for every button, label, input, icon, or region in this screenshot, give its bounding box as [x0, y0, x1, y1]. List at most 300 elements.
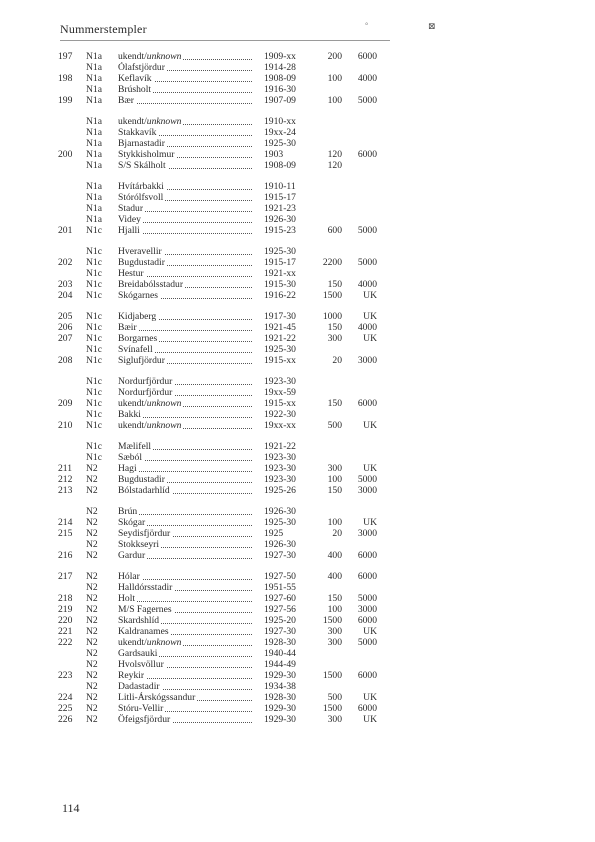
- table-row: [0, 582, 595, 593]
- catalog-number: 199: [58, 95, 73, 106]
- table-row: [0, 703, 595, 714]
- place-name: Öfeigsfjördur: [118, 714, 171, 725]
- years-used: 1926-30: [264, 539, 296, 550]
- table-row: [0, 441, 595, 452]
- price-on-cover: UK: [363, 311, 377, 322]
- years-used: 1929-30: [264, 714, 296, 725]
- place-name-cell: [118, 192, 254, 203]
- dot-leader: [118, 102, 252, 104]
- catalog-number: 210: [58, 420, 73, 431]
- place-name: Stórólfsvoll: [118, 192, 164, 203]
- catalog-number: 225: [58, 703, 73, 714]
- price-on-cover: 6000: [357, 615, 377, 626]
- stamp-type: N2: [86, 571, 98, 582]
- price-on-cover: UK: [363, 463, 377, 474]
- stamp-type: N1c: [86, 268, 102, 279]
- stamp-type: N1a: [86, 62, 102, 73]
- place-name: Hjalli: [118, 225, 140, 236]
- place-name-cell: [118, 62, 254, 73]
- table-row: [0, 692, 595, 703]
- catalog-number: 212: [58, 474, 73, 485]
- place-name: S/S Skálholt: [118, 160, 166, 171]
- place-name: Hagi: [118, 463, 137, 474]
- place-name-cell: [118, 571, 254, 582]
- price-on-cover: UK: [363, 290, 377, 301]
- price-on-cover: 3000: [357, 604, 377, 615]
- price-on-cover: UK: [363, 626, 377, 637]
- place-name-wrap: [118, 571, 142, 582]
- price-on-cover: 5000: [357, 225, 377, 236]
- place-name: Nordurfjördur: [118, 387, 173, 398]
- place-name: Hestur: [118, 268, 144, 279]
- catalog-number: 223: [58, 670, 73, 681]
- price-on-piece: 300: [327, 463, 342, 474]
- stamp-type: N2: [86, 485, 98, 496]
- stamp-type: N1c: [86, 333, 102, 344]
- place-name-wrap: [118, 73, 154, 84]
- place-name-wrap: [118, 225, 142, 236]
- catalog-number: 205: [58, 311, 73, 322]
- catalog-number: 204: [58, 290, 73, 301]
- place-name: Borgarnes: [118, 333, 158, 344]
- years-used: 1908-09: [264, 160, 296, 171]
- place-name: Ólafstjördur: [118, 62, 165, 73]
- place-name: Brúsholt: [118, 84, 152, 95]
- years-used: 1907-09: [264, 95, 296, 106]
- years-used: 1927-30: [264, 626, 296, 637]
- place-name: Seydisfjördur: [118, 528, 171, 539]
- price-on-piece: 150: [327, 593, 342, 604]
- catalog-number: 203: [58, 279, 73, 290]
- price-on-cover: 5000: [357, 637, 377, 648]
- place-name-cell: [118, 615, 254, 626]
- table-row: [0, 322, 595, 333]
- price-on-cover: 6000: [357, 550, 377, 561]
- stamp-type: N1c: [86, 246, 102, 257]
- years-used: 1927-56: [264, 604, 296, 615]
- years-used: 1921-23: [264, 203, 296, 214]
- table-row: [0, 550, 595, 561]
- years-used: 19xx-24: [264, 127, 296, 138]
- place-name-wrap: [118, 279, 185, 290]
- place-name-wrap: [118, 582, 174, 593]
- place-name-wrap: [118, 703, 165, 714]
- place-name-wrap: [118, 463, 139, 474]
- place-name: Bólstadarhlíd: [118, 485, 170, 496]
- price-on-cover: UK: [363, 517, 377, 528]
- place-name-italic: unknown: [146, 420, 182, 431]
- catalog-number: 226: [58, 714, 73, 725]
- years-used: 1910-xx: [264, 116, 296, 127]
- stamp-type: N1c: [86, 376, 102, 387]
- years-used: 1926-30: [264, 214, 296, 225]
- place-name-wrap: [118, 550, 147, 561]
- years-used: 1910-11: [264, 181, 296, 192]
- place-name: M/S Fagernes: [118, 604, 172, 615]
- price-on-piece: 20: [332, 528, 342, 539]
- place-name-cell: [118, 138, 254, 149]
- table-row: [0, 485, 595, 496]
- place-name: Bæir: [118, 322, 137, 333]
- table-row: [0, 615, 595, 626]
- table-row: [0, 268, 595, 279]
- years-used: 1925-30: [264, 517, 296, 528]
- price-on-cover: 3000: [357, 528, 377, 539]
- price-on-piece: 100: [327, 517, 342, 528]
- place-name-cell: [118, 452, 254, 463]
- place-name-wrap: [118, 62, 167, 73]
- stamp-type: N2: [86, 463, 98, 474]
- price-on-cover: 6000: [357, 670, 377, 681]
- stamp-type: N2: [86, 506, 98, 517]
- price-on-cover: UK: [363, 692, 377, 703]
- price-on-piece: 1500: [322, 670, 342, 681]
- price-on-cover: 3000: [357, 355, 377, 366]
- price-on-piece: 2200: [322, 257, 342, 268]
- table-row: [0, 279, 595, 290]
- place-name: Nordurfjördur: [118, 376, 173, 387]
- place-name: Bugdustadir: [118, 474, 165, 485]
- table-row: [0, 127, 595, 138]
- place-name-cell: [118, 203, 254, 214]
- price-on-cover: 4000: [357, 279, 377, 290]
- catalog-number: 215: [58, 528, 73, 539]
- place-name-wrap: [118, 398, 183, 409]
- place-name: ukendt/: [118, 398, 147, 409]
- place-name-cell: [118, 659, 254, 670]
- dot-leader: [118, 600, 252, 602]
- years-used: 1929-30: [264, 670, 296, 681]
- table-row: [0, 626, 595, 637]
- table-row: [0, 138, 595, 149]
- place-name-wrap: [118, 84, 153, 95]
- place-name: Holt: [118, 593, 136, 604]
- price-on-piece: 500: [327, 420, 342, 431]
- stamp-type: N1c: [86, 355, 102, 366]
- stamp-type: N1c: [86, 279, 102, 290]
- table-row: [0, 463, 595, 474]
- place-name-cell: [118, 149, 254, 160]
- place-name-wrap: [118, 149, 177, 160]
- table-row: [0, 670, 595, 681]
- years-used: 1915-xx: [264, 355, 296, 366]
- place-name-wrap: [118, 506, 139, 517]
- place-name-cell: [118, 214, 254, 225]
- place-name: ukendt/: [118, 420, 147, 431]
- catalog-number: 222: [58, 637, 73, 648]
- place-name: Hvítárbakki: [118, 181, 164, 192]
- place-name-wrap: [118, 409, 143, 420]
- years-used: 1916-22: [264, 290, 296, 301]
- place-name-cell: [118, 257, 254, 268]
- place-name-cell: [118, 225, 254, 236]
- place-name-cell: [118, 84, 254, 95]
- stamp-type: N2: [86, 615, 98, 626]
- years-used: 1925-20: [264, 615, 296, 626]
- place-name-wrap: [118, 127, 158, 138]
- price-on-cover: 5000: [357, 95, 377, 106]
- stamp-type: N2: [86, 703, 98, 714]
- table-row: [0, 637, 595, 648]
- place-name-cell: [118, 355, 254, 366]
- price-on-cover: 6000: [357, 571, 377, 582]
- place-name: Kaldranames: [118, 626, 169, 637]
- stamp-type: N2: [86, 582, 98, 593]
- catalog-number: 220: [58, 615, 73, 626]
- place-name-wrap: [118, 203, 145, 214]
- years-used: 1916-30: [264, 84, 296, 95]
- years-used: 1925: [264, 528, 284, 539]
- catalog-number: 218: [58, 593, 73, 604]
- stamp-type: N1c: [86, 409, 102, 420]
- table-row: [0, 474, 595, 485]
- place-name-cell: [118, 73, 254, 84]
- table-row: [0, 95, 595, 106]
- years-used: 1923-30: [264, 474, 296, 485]
- place-name-cell: [118, 604, 254, 615]
- years-used: 1921-45: [264, 322, 296, 333]
- price-on-piece: 100: [327, 604, 342, 615]
- place-name-wrap: [118, 474, 167, 485]
- stamp-type: N1c: [86, 452, 102, 463]
- place-name-cell: [118, 51, 254, 62]
- price-on-piece: 200: [327, 51, 342, 62]
- stamp-type: N1c: [86, 441, 102, 452]
- price-on-piece: 1500: [322, 703, 342, 714]
- table-row: [0, 149, 595, 160]
- table-row: [0, 387, 595, 398]
- place-name-cell: [118, 398, 254, 409]
- years-used: 1929-30: [264, 703, 296, 714]
- place-name: Videy: [118, 214, 141, 225]
- stamp-type: N1a: [86, 116, 102, 127]
- catalog-number: 206: [58, 322, 73, 333]
- catalog-number: 207: [58, 333, 73, 344]
- place-name-cell: [118, 268, 254, 279]
- place-name-cell: [118, 333, 254, 344]
- place-name: Hvolsvöllur: [118, 659, 164, 670]
- table-row: [0, 398, 595, 409]
- price-on-cover: 3000: [357, 485, 377, 496]
- place-name: ukendt/: [118, 116, 147, 127]
- years-used: 1915-30: [264, 279, 296, 290]
- price-on-cover: UK: [363, 714, 377, 725]
- place-name-wrap: [118, 670, 146, 681]
- place-name-wrap: [118, 539, 161, 550]
- place-name-wrap: [118, 51, 183, 62]
- place-name-cell: [118, 409, 254, 420]
- stamp-type: N2: [86, 670, 98, 681]
- place-name: Mælifell: [118, 441, 152, 452]
- place-name-wrap: [118, 257, 167, 268]
- years-used: 1927-30: [264, 550, 296, 561]
- table-row: [0, 355, 595, 366]
- years-used: 1923-30: [264, 376, 296, 387]
- place-name-cell: [118, 670, 254, 681]
- place-name-cell: [118, 637, 254, 648]
- stamp-type: N2: [86, 681, 98, 692]
- place-name-cell: [118, 246, 254, 257]
- price-on-piece: 400: [327, 550, 342, 561]
- place-name-cell: [118, 420, 254, 431]
- place-name-cell: [118, 506, 254, 517]
- stamp-type: N1c: [86, 387, 102, 398]
- place-name-wrap: [118, 246, 164, 257]
- table-row: [0, 539, 595, 550]
- stamp-type: N1a: [86, 73, 102, 84]
- table-row: [0, 517, 595, 528]
- stamp-type: N2: [86, 637, 98, 648]
- place-name-cell: [118, 692, 254, 703]
- years-used: 1951-55: [264, 582, 296, 593]
- place-name: Dadastadir: [118, 681, 160, 692]
- table-row: [0, 214, 595, 225]
- place-name-cell: [118, 95, 254, 106]
- stamp-type: N2: [86, 692, 98, 703]
- place-name-cell: [118, 582, 254, 593]
- price-on-piece: 100: [327, 474, 342, 485]
- place-name: Gardsauki: [118, 648, 158, 659]
- place-name-cell: [118, 311, 254, 322]
- place-name-cell: [118, 160, 254, 171]
- years-used: 1915-17: [264, 192, 296, 203]
- table-row: [0, 344, 595, 355]
- stamp-type: N1a: [86, 149, 102, 160]
- catalog-number: 208: [58, 355, 73, 366]
- stamp-type: N1a: [86, 84, 102, 95]
- catalog-number: 198: [58, 73, 73, 84]
- place-name-cell: [118, 116, 254, 127]
- price-on-cover: 6000: [357, 703, 377, 714]
- header-degree-mark: °: [365, 21, 369, 30]
- place-name: Skógarnes: [118, 290, 158, 301]
- catalog-number: 214: [58, 517, 73, 528]
- place-name: Reykir: [118, 670, 145, 681]
- price-on-piece: 100: [327, 73, 342, 84]
- stamp-type: N1a: [86, 203, 102, 214]
- place-name: Bugdustadir: [118, 257, 165, 268]
- place-name-wrap: [118, 181, 166, 192]
- price-on-piece: 150: [327, 322, 342, 333]
- place-name-cell: [118, 181, 254, 192]
- years-used: 1917-30: [264, 311, 296, 322]
- place-name: Breidabólsstadur: [118, 279, 184, 290]
- stamp-type: N2: [86, 550, 98, 561]
- stamp-type: N1a: [86, 138, 102, 149]
- place-name-wrap: [118, 116, 183, 127]
- stamp-type: N1a: [86, 95, 102, 106]
- place-name: Kidjaberg: [118, 311, 157, 322]
- place-name-cell: [118, 290, 254, 301]
- header-boxed-x-mark: ⊠: [428, 21, 436, 31]
- stamp-type: N2: [86, 604, 98, 615]
- place-name: Stadur: [118, 203, 144, 214]
- years-used: 19xx-59: [264, 387, 296, 398]
- place-name-italic: unknown: [146, 637, 182, 648]
- place-name: Brún: [118, 506, 138, 517]
- price-on-cover: 6000: [357, 51, 377, 62]
- years-used: 19xx-xx: [264, 420, 296, 431]
- table-row: [0, 409, 595, 420]
- table-row: [0, 181, 595, 192]
- table-row: [0, 73, 595, 84]
- years-used: 1927-50: [264, 571, 296, 582]
- price-on-piece: 500: [327, 692, 342, 703]
- place-name-wrap: [118, 692, 197, 703]
- price-on-cover: 5000: [357, 593, 377, 604]
- place-name-cell: [118, 648, 254, 659]
- stamp-type: N1a: [86, 51, 102, 62]
- place-name-wrap: [118, 604, 174, 615]
- catalog-number: 219: [58, 604, 73, 615]
- stamp-type: N2: [86, 593, 98, 604]
- years-used: 1915-23: [264, 225, 296, 236]
- place-name-cell: [118, 376, 254, 387]
- stamp-type: N1a: [86, 127, 102, 138]
- place-name-wrap: [118, 615, 161, 626]
- place-name-wrap: [118, 333, 159, 344]
- years-used: 1925-30: [264, 344, 296, 355]
- years-used: 1925-26: [264, 485, 296, 496]
- table-row: [0, 333, 595, 344]
- years-used: 1914-28: [264, 62, 296, 73]
- stamp-type: N2: [86, 648, 98, 659]
- place-name-wrap: [118, 659, 166, 670]
- place-name-cell: [118, 279, 254, 290]
- years-used: 1928-30: [264, 692, 296, 703]
- place-name-wrap: [118, 311, 158, 322]
- price-on-cover: 5000: [357, 257, 377, 268]
- years-used: 1934-38: [264, 681, 296, 692]
- table-row: [0, 84, 595, 95]
- place-name: ukendt/: [118, 637, 147, 648]
- stamp-type: N1c: [86, 398, 102, 409]
- catalog-number: 202: [58, 257, 73, 268]
- table-row: [0, 257, 595, 268]
- price-on-piece: 150: [327, 398, 342, 409]
- catalog-number: 213: [58, 485, 73, 496]
- place-name: Stykkisholmur: [118, 149, 175, 160]
- years-used: 1926-30: [264, 506, 296, 517]
- catalog-number: 200: [58, 149, 73, 160]
- years-used: 1921-xx: [264, 268, 296, 279]
- place-name: Bær: [118, 95, 134, 106]
- place-name: Bjarnastadir: [118, 138, 165, 149]
- years-used: 1908-09: [264, 73, 296, 84]
- years-used: 1921-22: [264, 333, 296, 344]
- stamp-type: N2: [86, 474, 98, 485]
- table-row: [0, 116, 595, 127]
- table-row: [0, 452, 595, 463]
- price-on-piece: 600: [327, 225, 342, 236]
- price-on-cover: 4000: [357, 73, 377, 84]
- catalog-number: 224: [58, 692, 73, 703]
- price-on-piece: 150: [327, 485, 342, 496]
- place-name-cell: [118, 550, 254, 561]
- place-name-cell: [118, 344, 254, 355]
- stamp-type: N2: [86, 714, 98, 725]
- place-name-wrap: [118, 192, 165, 203]
- stamp-type: N2: [86, 528, 98, 539]
- stamp-type: N1c: [86, 311, 102, 322]
- place-name: Gardur: [118, 550, 146, 561]
- place-name-cell: [118, 528, 254, 539]
- place-name-cell: [118, 474, 254, 485]
- price-on-cover: 5000: [357, 474, 377, 485]
- stamp-type: N1c: [86, 257, 102, 268]
- place-name-wrap: [118, 441, 153, 452]
- table-row: [0, 160, 595, 171]
